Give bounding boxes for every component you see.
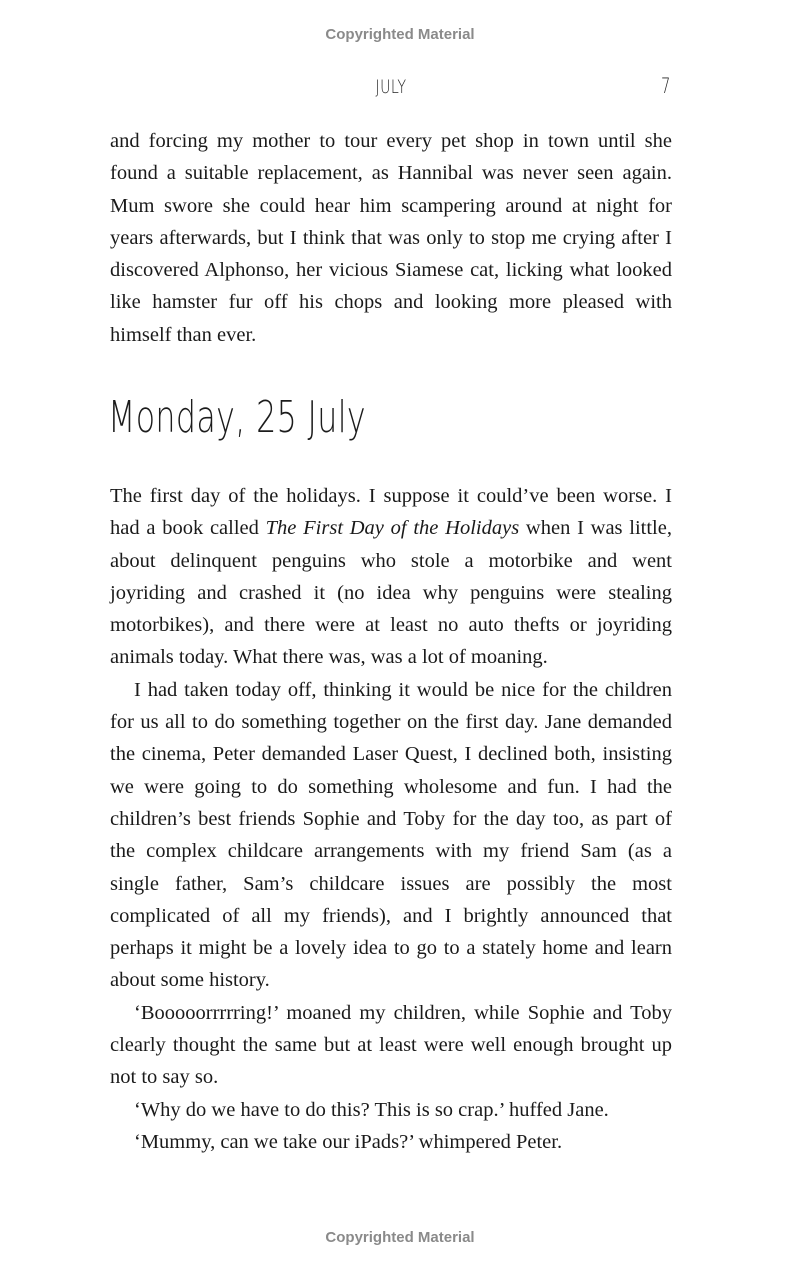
opening-paragraph: and forcing my mother to tour every pet shop in town until she found a suitable replacement, as Hannibal was never seen again. Mum swore she could hear him scampering around at night for years afterwards, but I think that was only to stop me crying after I discovered Alphonso, her vicious Siamese cat, licking what looked like hamster fur off his chops and looking more pleased with himself than ever. [110,130,672,346]
copyright-watermark-bottom: Copyrighted Material [325,1229,475,1246]
page-number: 7 [660,74,670,98]
entry-paragraph-3: ‘Booooorrrrring!’ moaned my children, while Sophie and Toby clearly thought the same but at least were well enough brought up not to say so. [110,1001,672,1089]
paragraph-text: when I was little, about delinquent penguins who stole a motorbike and went joyriding and crashed it (no idea why penguins were stealing motorbikes), and there were at least no auto thefts or joyriding animals today. What there was, was a lot of moaning. [110,517,672,669]
diary-entry-body [110,480,672,1158]
book-title: The First Day of the Holidays [265,517,520,540]
entry-paragraph-2: I had taken today off, thinking it would be nice for the children for us all to do something together on the first day. Jane demanded the cinema, Peter demanded Laser Quest, I declined both, insisting we were going to do something wholesome and fun. I had the children’s best friends Sophie and Toby for the day too, as part of the complex childcare arrangements with my friend Sam (as a single father, Sam’s childcare issues are possibly the most complicated of all my friends), and I brightly announced that perhaps it might be a lovely idea to go to a stately home and learn about some history. [110,678,672,992]
entry-paragraph-1 [110,480,672,674]
paragraph-text: The first day of the holidays. I suppose it could’ve been worse. I had a book called [110,485,672,540]
entry-paragraph-4: ‘Why do we have to do this? This is so crap.’ huffed Jane. [134,1098,609,1121]
copyright-watermark-top: Copyrighted Material [325,26,475,43]
running-header [110,72,672,102]
entry-paragraph-5: ‘Mummy, can we take our iPads?’ whimpered Peter. [134,1130,563,1153]
opening-text-block [110,125,672,351]
diary-entry-heading: Monday, 25 July [108,392,366,443]
running-title: JULY [375,76,407,98]
